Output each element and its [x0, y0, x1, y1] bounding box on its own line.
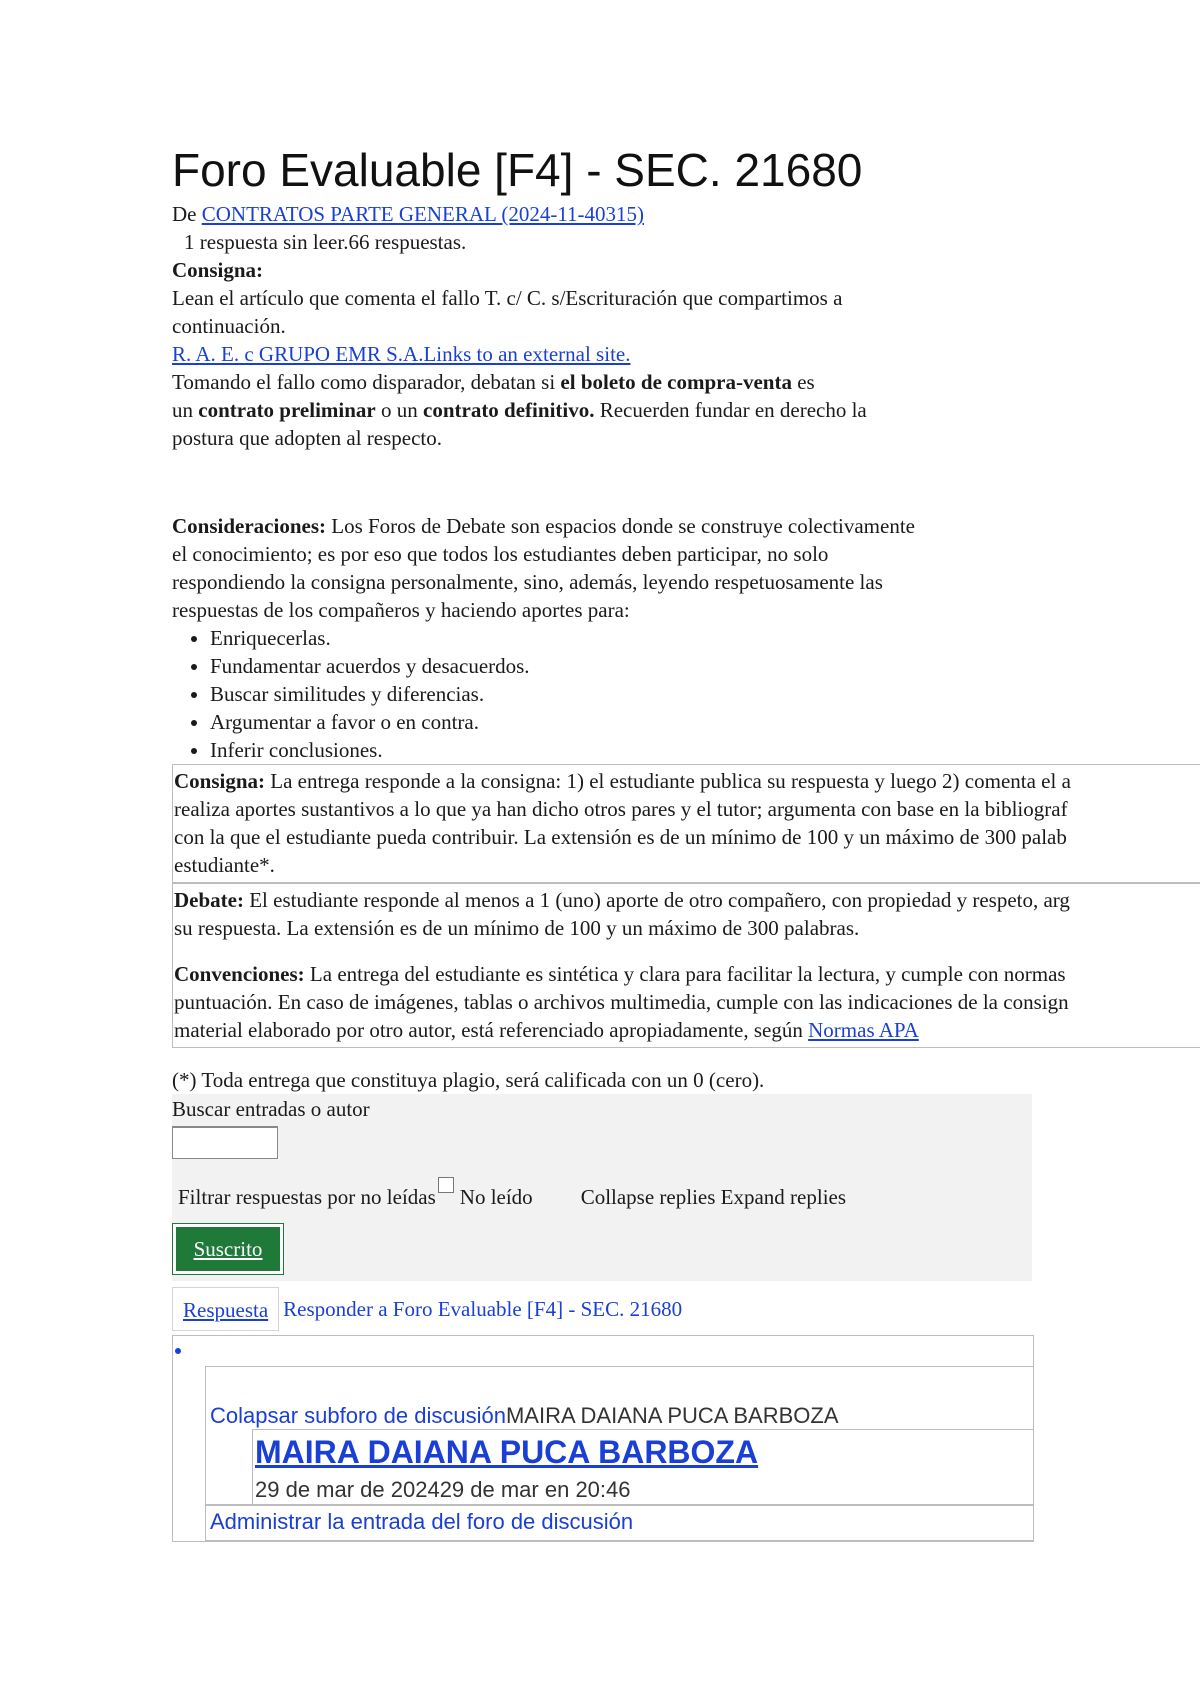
consideraciones-line-2: el conocimiento; es por eso que todos los estudiantes deben participar, no solo [172, 542, 829, 566]
rubric-row-consigna: Consigna: La entrega responde a la consigna: 1) el estudiante publica su respuesta y luego 2) comenta el a realiza aportes sustantivos a lo que ya han dicho otros pares y el tutor; argumenta con base en la bibliograf con la que el estudiante pueda contribuir. La extensión es de un mínimo de 100 y un máximo de 300 palab estudiante*. [173, 765, 1200, 884]
list-item: • Fundamentar acuerdos y desacuerdos. [210, 652, 1200, 680]
consideraciones-list [172, 624, 1200, 764]
forum-toolbar [172, 1094, 1032, 1281]
unread-info: 1 respuesta sin leer.66 respuestas. [184, 230, 467, 254]
expand-replies-button[interactable]: Expand replies [720, 1185, 847, 1209]
list-item: • Buscar similitudes y diferencias. [210, 680, 1200, 708]
consideraciones-line-4: respuestas de los compañeros y haciendo aportes para: [172, 598, 630, 622]
author-block [252, 1429, 1033, 1504]
course-link[interactable]: CONTRATOS PARTE GENERAL (2024-11-40315) [201, 202, 645, 226]
collapse-subforum-row [206, 1367, 1033, 1429]
plagio-note: (*) Toda entrega que constituya plagio, será calificada con un 0 (cero). [172, 1068, 765, 1092]
apa-link[interactable]: Normas APA [808, 1018, 919, 1042]
rubric-row-debate: Debate: El estudiante responde al menos a 1 (uno) aporte de otro compañero, con propiedad y respeto, arg su respuesta. La extensión es de un mínimo de 100 y un máximo de 300 palabras. Convenciones: La entrega del estudiante es sintética y clara para facilitar la lectura, y cumple con normas puntuación. En caso de imágenes, tablas o archivos multimedia, cumple con las indicaciones de la consign material elaborado por otro autor, está referenciado apropiadamente, según Normas APA [174, 888, 1070, 1042]
filter-label: Filtrar respuestas por no leídas [178, 1185, 436, 1209]
collapse-subforum-link[interactable]: Colapsar subforo de discusión [210, 1403, 506, 1428]
article-line [172, 340, 1200, 368]
page-title: Foro Evaluable [F4] - SEC. 21680 [172, 144, 863, 196]
article-link[interactable]: R. A. E. c GRUPO EMR S.A.Links to an external site. [172, 342, 631, 366]
author-name-link[interactable]: MAIRA DAIANA PUCA BARBOZA [255, 1434, 759, 1470]
filter-row [172, 1171, 1032, 1211]
consigna-body-line-3: postura que adopten al respecto. [172, 426, 442, 450]
search-label: Buscar entradas o autor [172, 1097, 370, 1121]
consigna-heading: Consigna: [172, 258, 264, 282]
consigna-line-1: Lean el artículo que comenta el fallo T. c/ C. s/Escrituración que compartimos a [172, 286, 843, 310]
consigna-body-line-1: Tomando el fallo como disparador, debatan si el boleto de compra-venta es [172, 370, 815, 394]
rubric-table [172, 764, 1200, 1048]
course-line [172, 200, 1200, 228]
forum-page [172, 140, 1200, 1542]
from-prefix: De [172, 202, 202, 226]
collapse-author: MAIRA DAIANA PUCA BARBOZA [505, 1403, 839, 1428]
filter-unread-checkbox[interactable] [438, 1177, 454, 1193]
subscribe-label: Suscrito [176, 1227, 280, 1271]
collapse-replies-button[interactable]: Collapse replies [580, 1185, 716, 1209]
bullet-icon [175, 1348, 181, 1354]
consideraciones-heading: Consideraciones: [172, 514, 326, 538]
consigna-body-line-2: un contrato preliminar o un contrato definitivo. Recuerden fundar en derecho la [172, 398, 867, 422]
search-input[interactable] [172, 1126, 278, 1159]
consigna-line-2: continuación. [172, 314, 286, 338]
list-item: • Inferir conclusiones. [210, 736, 1200, 764]
unread-label: No leído [459, 1185, 533, 1209]
subscribe-button[interactable] [172, 1223, 284, 1275]
list-item: • Enriquecerlas. [210, 624, 1200, 652]
reply-to-forum-link[interactable]: Responder a Foro Evaluable [F4] - SEC. 21680 [283, 1297, 683, 1321]
entry-date: 29 de mar de 202429 de mar en 20:46 [255, 1477, 631, 1502]
discussion-thread [172, 1335, 1034, 1542]
reply-row [172, 1287, 1200, 1331]
consideraciones-line-3: respondiendo la consigna personalmente, sino, además, leyendo respetuosamente las [172, 570, 883, 594]
consideraciones-line-1: Consideraciones: Los Foros de Debate son espacios donde se construye colectivamente [172, 514, 915, 538]
list-item: • Argumentar a favor o en contra. [210, 708, 1200, 736]
discussion-entry [205, 1366, 1033, 1541]
reply-button[interactable]: Respuesta [172, 1287, 279, 1331]
manage-entry-link[interactable]: Administrar la entrada del foro de discusión [206, 1504, 1033, 1540]
